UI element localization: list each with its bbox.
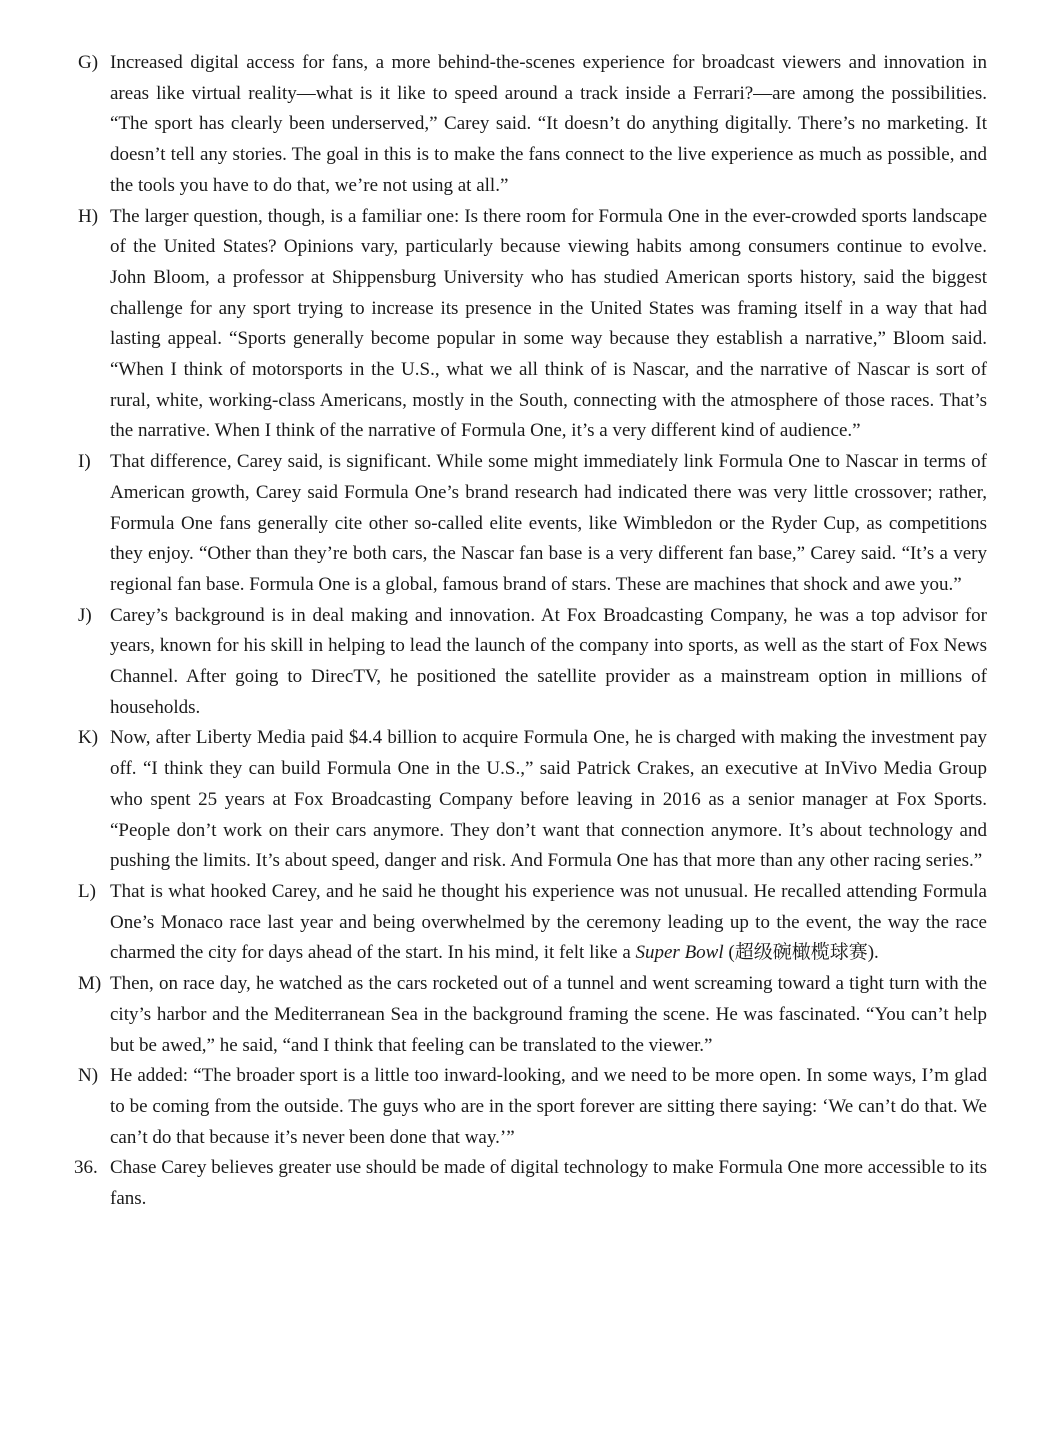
paragraph-i	[0, 447, 1051, 601]
paragraph-text: Then, on race day, he watched as the cars rocketed out of a tunnel and went screaming toward a tight turn with the city’s harbor and the Mediterranean Sea in the background framing the scene. He was fascinated. “You can’t help but be awed,” he said, “and I think that feeling can be translated to the viewer.”	[110, 973, 987, 1056]
question-36	[0, 1153, 1051, 1214]
question-text: Chase Carey believes greater use should be made of digital technology to make Formula One more accessible to its fans.	[110, 1157, 987, 1210]
paragraph-text: He added: “The broader sport is a little too inward-looking, and we need to be more open. In some ways, I’m glad to be coming from the outside. The guys who are in the sport forever are sitting there saying: ‘We can’t do that. We can’t do that because it’s never been done that way.’”	[110, 1065, 987, 1148]
paragraph-n	[0, 1061, 1051, 1153]
question-number: 36.	[74, 1157, 98, 1179]
paragraph-label: J)	[78, 604, 92, 626]
paragraph-label: G)	[78, 52, 99, 73]
paragraph-text-wrapper	[110, 877, 987, 969]
paragraph-label: K)	[78, 727, 99, 749]
paragraph-label: N)	[78, 1065, 99, 1087]
paragraph-j	[0, 601, 1051, 724]
paragraph-k	[0, 723, 1051, 877]
paragraph-label: I)	[78, 451, 91, 473]
paragraph-text: Carey’s background is in deal making and innovation. At Fox Broadcasting Company, he was a top advisor for years, known for his skill in helping to lead the launch of the company into sports, as well as the start of Fox News Channel. After going to DirecTV, he positioned the satellite provider as a mainstream option in millions of households.	[110, 604, 987, 718]
paragraph-m	[0, 969, 1051, 1061]
paragraph-label: H)	[78, 205, 99, 227]
italic-term: Super Bowl	[635, 942, 724, 964]
document-page	[0, 48, 1051, 1215]
paragraph-text: Now, after Liberty Media paid $4.4 billion to acquire Formula One, he is charged with making the investment pay off. “I think they can build Formula One in the U.S.,” said Patrick Crakes, an executive at InVivo Media Group who spent 25 years at Fox Broadcasting Company before leaving in 2016 as a senior manager at Fox Sports. “People don’t work on their cars anymore. They don’t want that connection anymore. It’s about technology and pushing the limits. It’s about speed, danger and risk. And Formula One has that more than any other racing series.”	[110, 727, 987, 872]
paragraph-label: L)	[78, 880, 96, 902]
paragraph-g	[0, 48, 1051, 202]
paragraph-label: M)	[78, 973, 102, 995]
chinese-gloss: (超级碗橄榄球赛).	[723, 942, 879, 964]
paragraph-text: Increased digital access for fans, a more behind-the-scenes experience for broadcast viewers and innovation in areas like virtual reality—what is it like to speed around a track inside a Ferrari?—are among the possibilities. “The sport has clearly been underserved,” Carey said. “It doesn’t do anything digitally. There’s no marketing. It doesn’t tell any stories. The goal in this is to make the fans connect to the live experience as much as possible, and the tools you have to do that, we’re not using at all.”	[110, 52, 987, 196]
paragraph-l	[0, 877, 1051, 969]
paragraph-text: That difference, Carey said, is significant. While some might immediately link Formula One to Nascar in terms of American growth, Carey said Formula One’s brand research had indicated there was very little crossover; rather, Formula One fans generally cite other so-called elite events, like Wimbledon or the Ryder Cup, as competitions they enjoy. “Other than they’re both cars, the Nascar fan base is a very different fan base,” Carey said. “It’s a very regional fan base. Formula One is a global, famous brand of stars. These are machines that shock and awe you.”	[110, 451, 987, 595]
paragraph-text: That is what hooked Carey, and he said he thought his experience was not unusual. He recalled attending Formula One’s Monaco race last year and being overwhelmed by the ceremony leading up to the event, the way the race charmed the city for days ahead of the start. In his mind, it felt like a	[110, 880, 987, 964]
paragraph-h	[0, 202, 1051, 448]
paragraph-text: The larger question, though, is a familiar one: Is there room for Formula One in the ever-crowded sports landscape of the United States? Opinions vary, particularly because viewing habits among consumers continue to evolve. John Bloom, a professor at Shippensburg University who has studied American sports history, said the biggest challenge for any sport trying to increase its presence in the United States was framing itself in a way that had lasting appeal. “Sports generally become popular in some way because they establish a narrative,” Bloom said. “When I think of motorsports in the U.S., what we all think of is Nascar, and the narrative of Nascar is sort of rural, white, working-class Americans, mostly in the South, connecting with the atmosphere of those races. That’s the narrative. When I think of the narrative of Formula One, it’s a very different kind of audience.”	[110, 205, 987, 442]
